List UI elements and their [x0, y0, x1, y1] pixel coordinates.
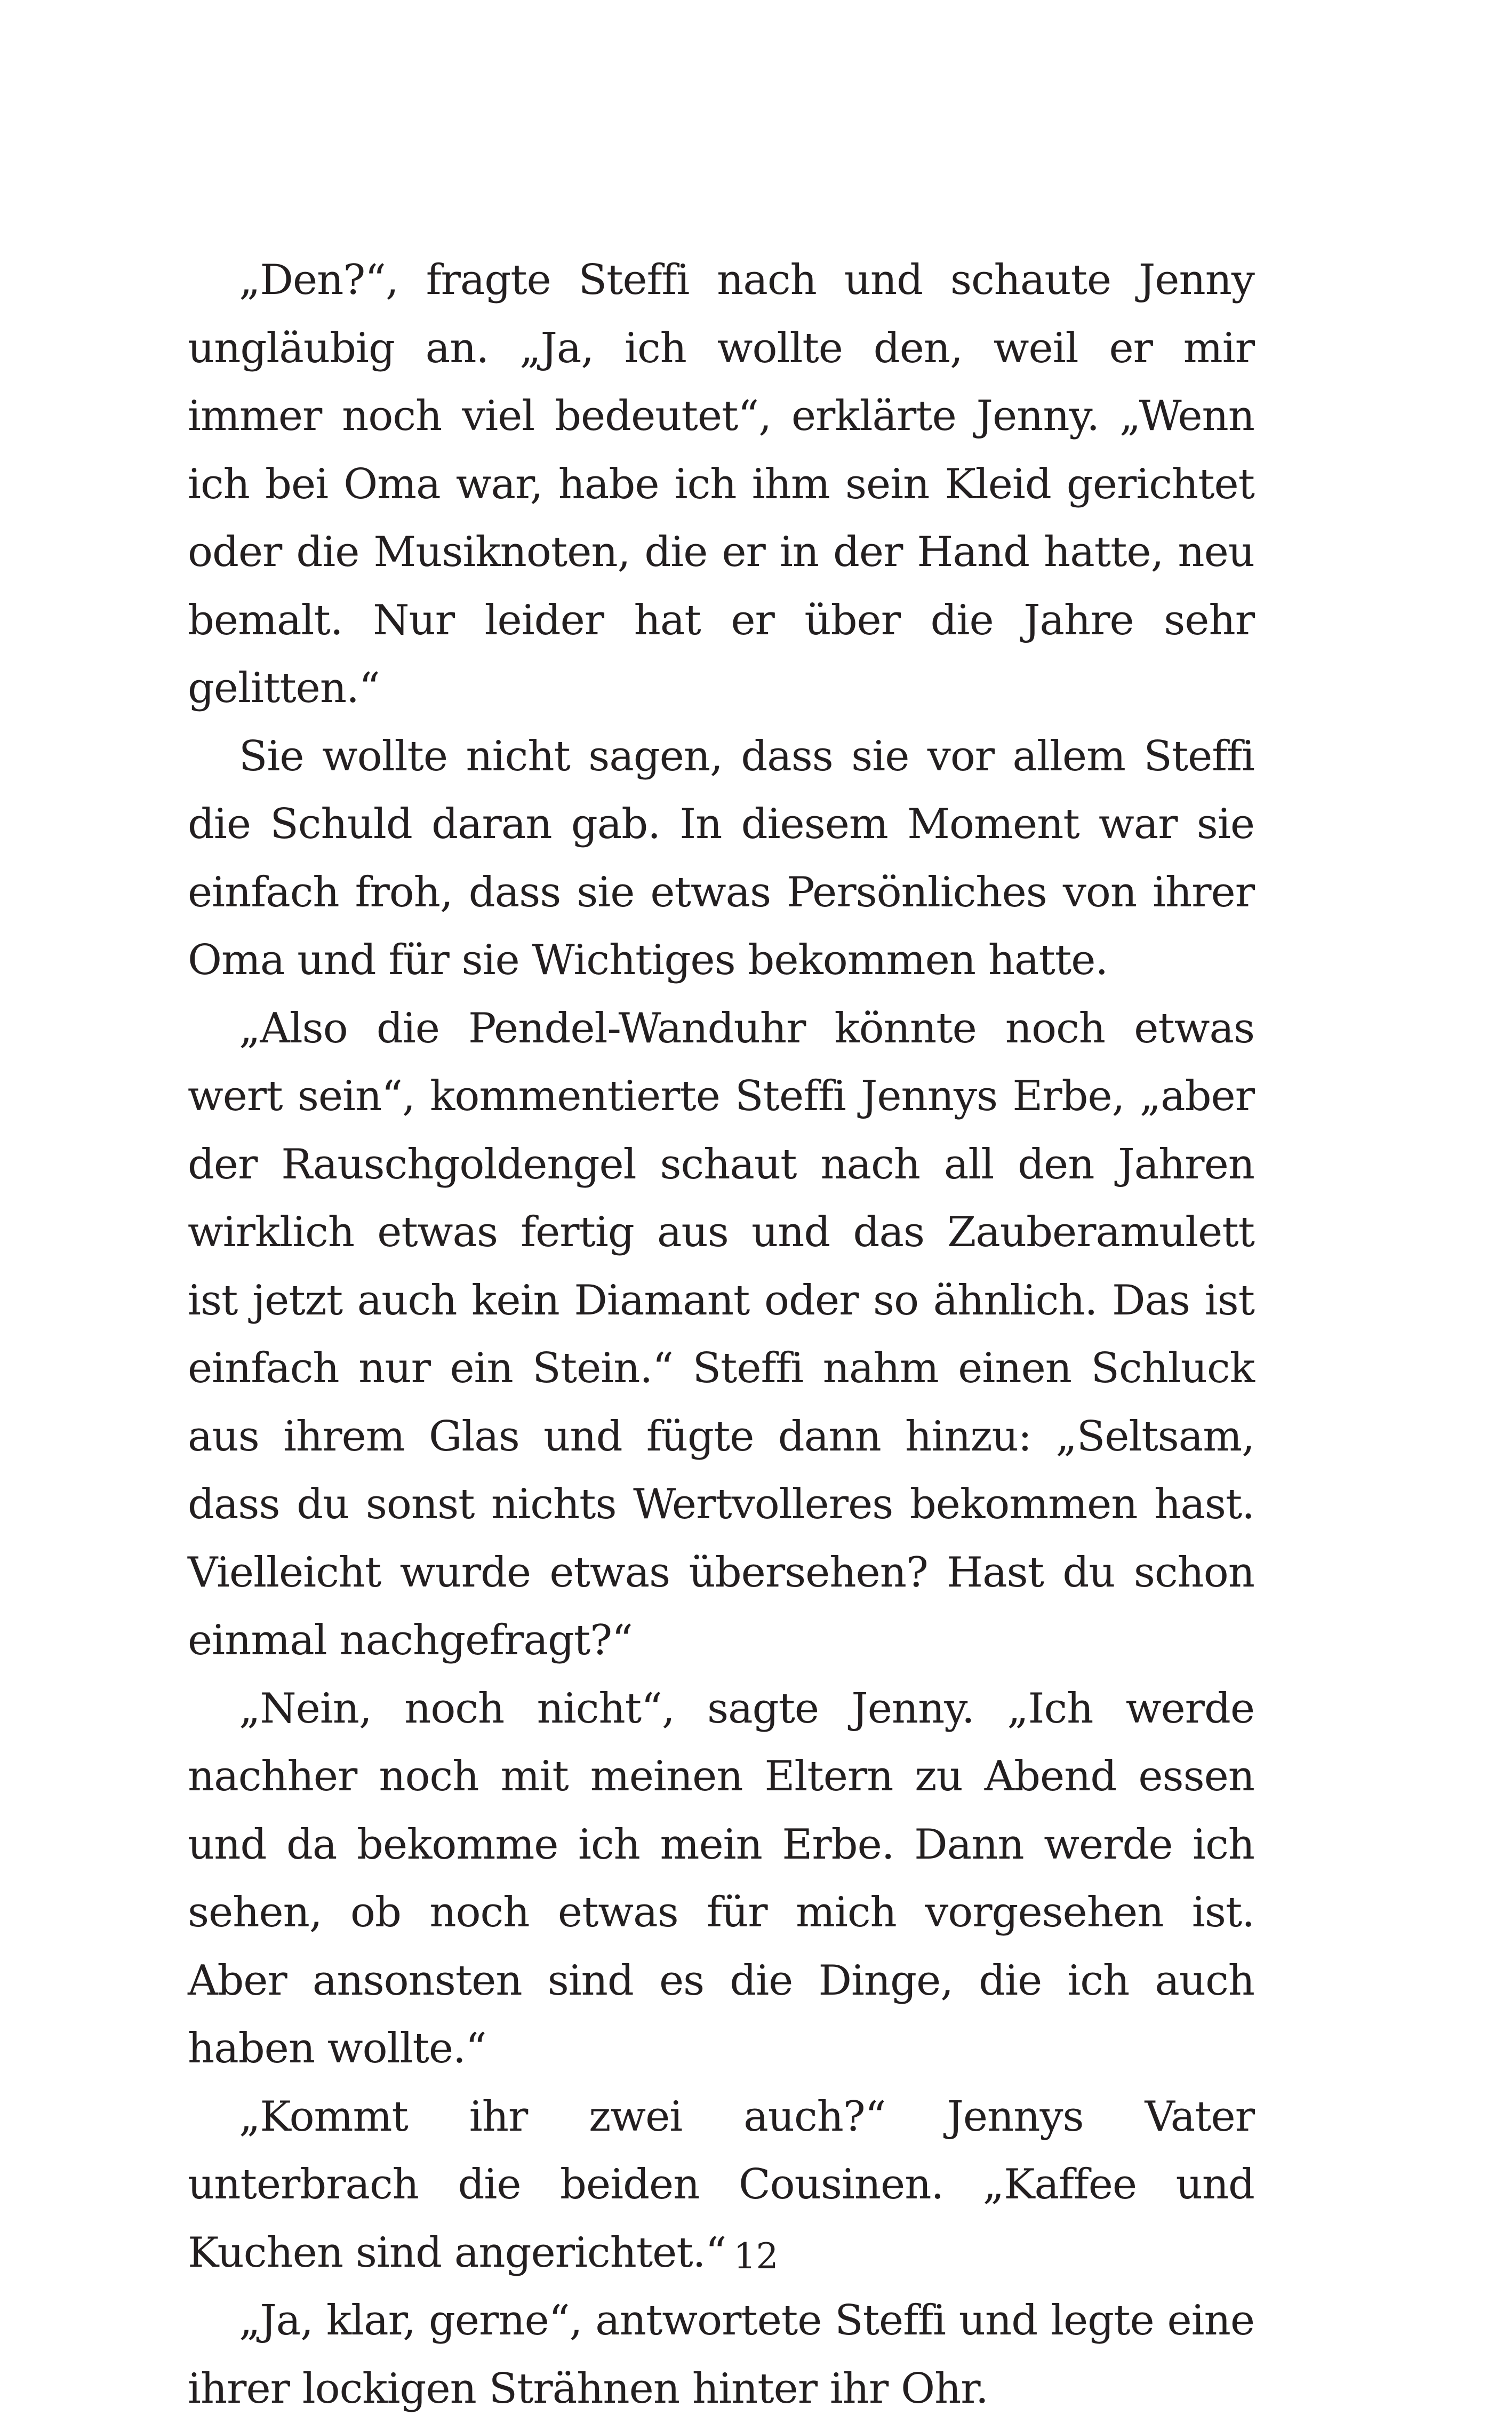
page-number: 12	[733, 2236, 779, 2277]
paragraph-3: „Also die Pendel-Wanduhr könnte noch etwas wert sein“, kommentierte Steffi Jennys Erbe, „aber der Rauschgoldengel schaut nach all den Jahren wirklich etwas fertig aus und das Zauberamulett ist jetzt auch kein Diamant oder so ähnlich. Das ist einfach nur ein Stein.“ Steffi nahm einen Schluck aus ihrem Glas und fügte dann hinzu: „Seltsam, dass du sonst nichts Wertvolleres bekommen hast. Vielleicht wurde etwas übersehen? Hast du schon einmal nachgefragt?“	[188, 1004, 1254, 1664]
paragraph-1: „Den?“, fragte Steffi nach und schaute Jenny ungläubig an. „Ja, ich wollte den, weil er mir immer noch viel bedeutet“, erklärte Jenny. „Wenn ich bei Oma war, habe ich ihm sein Kleid gerichtet oder die Musiknoten, die er in der Hand hatte, neu bemalt. Nur leider hat er über die Jahre sehr gelitten.“	[188, 256, 1254, 712]
paragraph-4: „Nein, noch nicht“, sagte Jenny. „Ich werde nachher noch mit meinen Eltern zu Abend essen und da bekomme ich mein Erbe. Dann werde ich sehen, ob noch etwas für mich vorgesehen ist. Aber ansonsten sind es die Dinge, die ich auch haben wollte.“	[188, 1684, 1254, 2073]
paragraph-2: Sie wollte nicht sagen, dass sie vor allem Steffi die Schuld daran gab. In diesem Moment war sie einfach froh, dass sie etwas Persönliches von ihrer Oma und für sie Wichtiges bekommen hatte.	[188, 732, 1254, 984]
paragraph-6: „Ja, klar, gerne“, antwortete Steffi und legte eine ihrer lockigen Strähnen hinter ihr Ohr.	[188, 2297, 1254, 2413]
paragraph-5: „Kommt ihr zwei auch?“ Jennys Vater unterbrach die beiden Cousinen. „Kaffee und Kuchen sind angerichtet.“	[188, 2092, 1254, 2277]
body-text	[188, 246, 1254, 2423]
